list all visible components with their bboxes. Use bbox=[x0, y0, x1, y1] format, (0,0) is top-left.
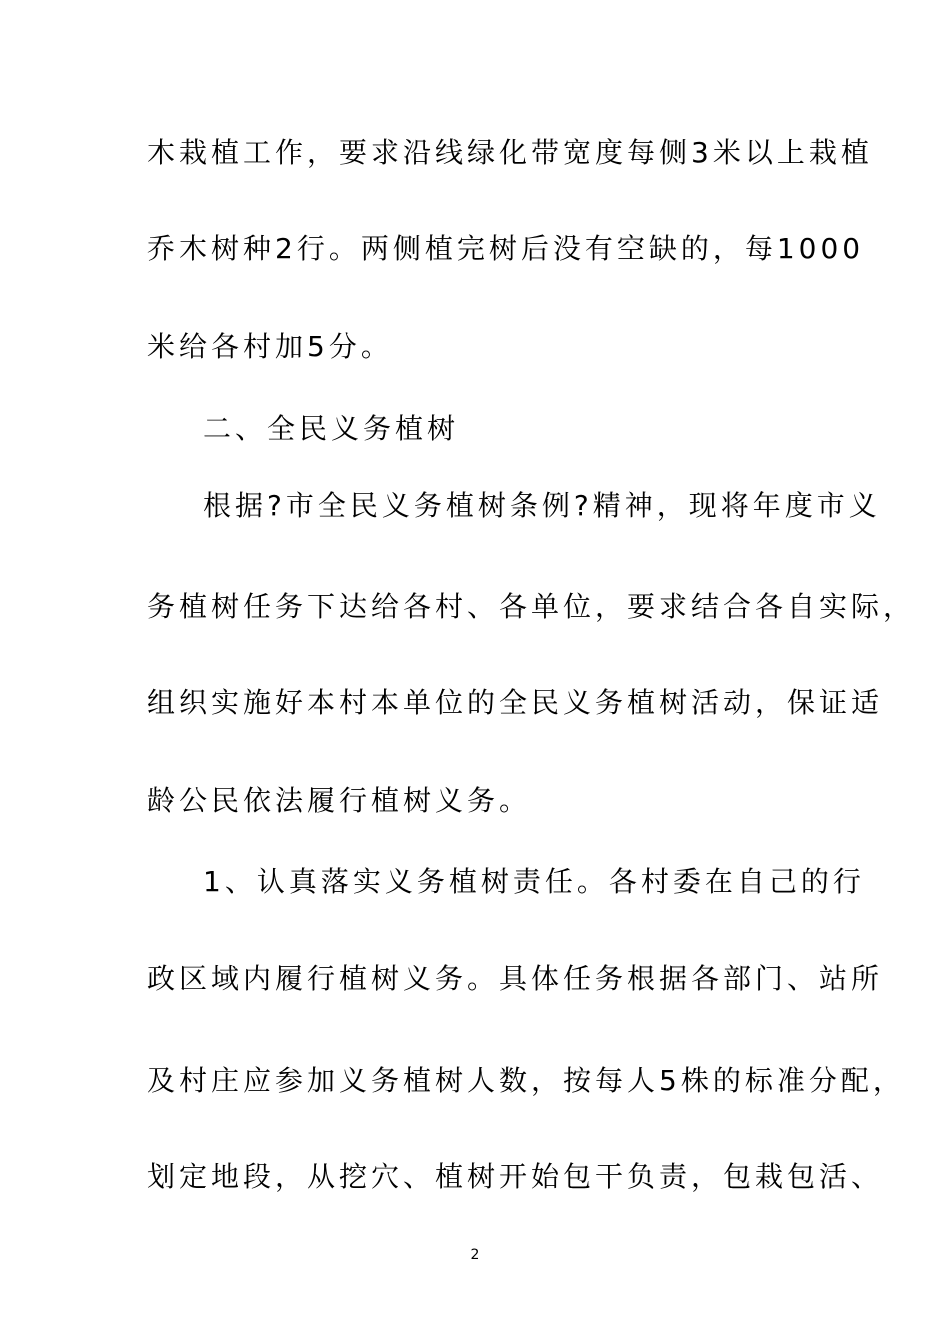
text-line-11: 及村庄应参加义务植树人数，按每人5株的标准分配， bbox=[147, 1064, 905, 1097]
text-line-7: 组织实施好本村本单位的全民义务植树活动，保证适 bbox=[147, 686, 884, 719]
text-line-8: 龄公民依法履行植树义务。 bbox=[147, 784, 532, 817]
text-line-9: 1、认真落实义务植树责任。各村委在自己的行 bbox=[203, 865, 865, 898]
text-line-12: 划定地段，从挖穴、植树开始包干负责，包栽包活、 bbox=[147, 1160, 884, 1193]
text-line-2: 乔木树种2行。两侧植完树后没有空缺的，每1000 bbox=[147, 232, 865, 265]
page-number: 2 bbox=[470, 1247, 480, 1263]
text-line-6: 务植树任务下达给各村、各单位，要求结合各自实际， bbox=[147, 590, 916, 623]
text-line-10: 政区域内履行植树义务。具体任务根据各部门、站所 bbox=[147, 962, 884, 995]
text-line-1: 木栽植工作，要求沿线绿化带宽度每侧3米以上栽植 bbox=[147, 136, 873, 169]
section-heading: 二、全民义务植树 bbox=[203, 412, 460, 445]
text-line-3: 米给各村加5分。 bbox=[147, 330, 393, 363]
text-line-5: 根据?市全民义务植树条例?精神，现将年度市义 bbox=[203, 489, 881, 522]
